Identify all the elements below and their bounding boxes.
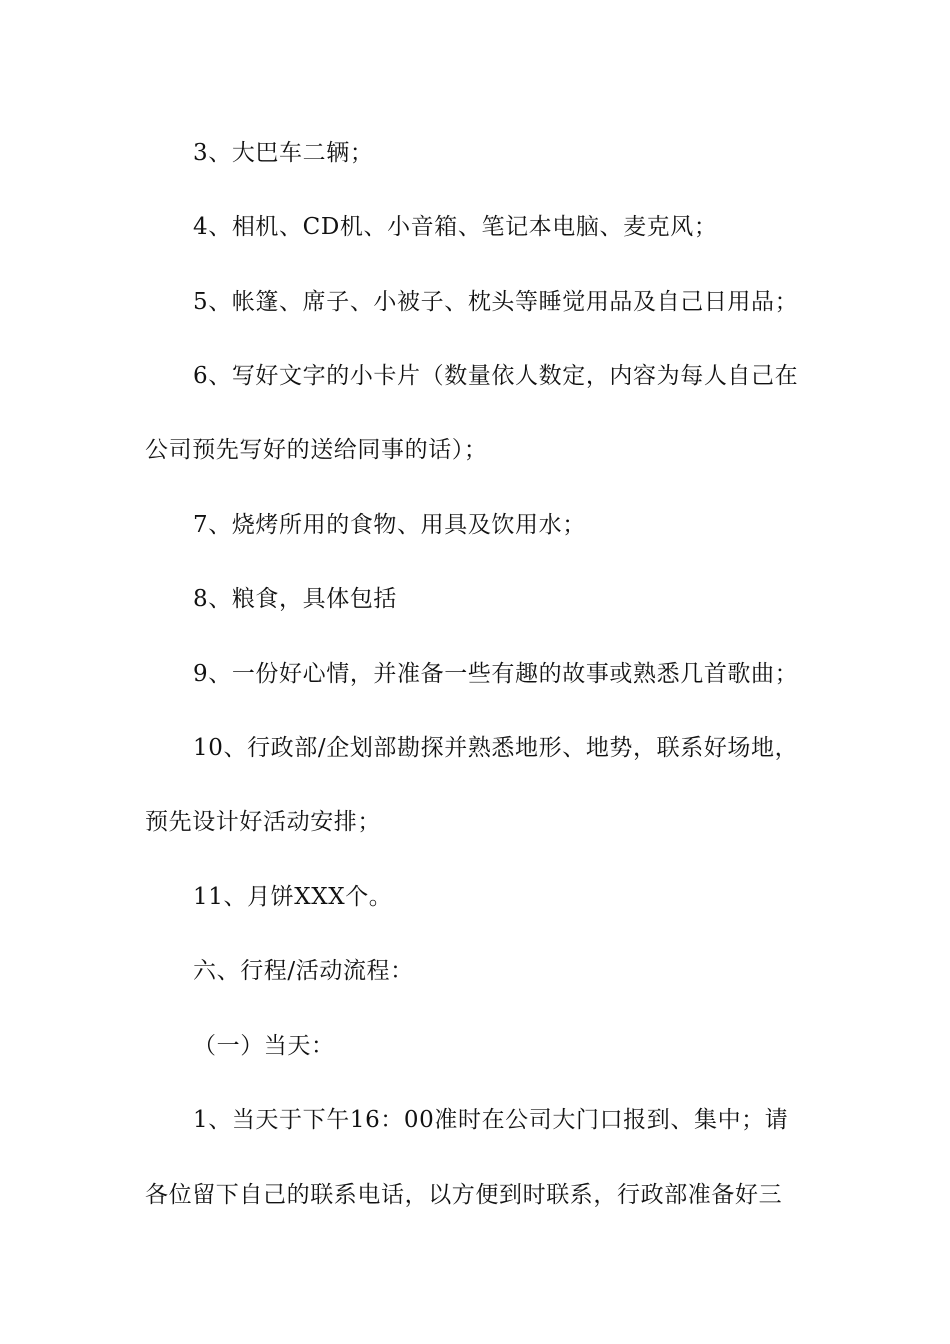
list-item-7: 7、烧烤所用的食物、用具及饮用水； [193, 512, 586, 538]
list-item-6-continued: 公司预先写好的送给同事的话）； [145, 437, 488, 463]
list-item-6: 6、写好文字的小卡片（数量依人数定，内容为每人自己在 [193, 363, 799, 389]
list-item-8: 8、粮食，具体包括 [193, 586, 398, 612]
paragraph-line-continued: 各位留下自己的联系电话，以方便到时联系，行政部准备好三 [145, 1182, 783, 1208]
list-item-3: 3、大巴车二辆； [193, 140, 374, 166]
list-item-9: 9、一份好心情，并准备一些有趣的故事或熟悉几首歌曲； [193, 661, 799, 687]
list-item-10-continued: 预先设计好活动安排； [145, 809, 381, 835]
section-heading-itinerary: 六、行程/活动流程： [193, 958, 414, 984]
subsection-heading-same-day: （一）当天： [193, 1033, 335, 1059]
list-item-5: 5、帐篷、席子、小被子、枕头等睡觉用品及自己日用品； [193, 289, 799, 315]
list-item-10: 10、行政部/企划部勘探并熟悉地形、地势，联系好场地， [193, 735, 799, 761]
paragraph-line: 1、当天于下午16：00准时在公司大门口报到、集中；请 [193, 1107, 789, 1133]
list-item-11: 11、月饼XXX个。 [193, 884, 393, 910]
list-item-4: 4、相机、CD机、小音箱、笔记本电脑、麦克风； [193, 214, 718, 240]
